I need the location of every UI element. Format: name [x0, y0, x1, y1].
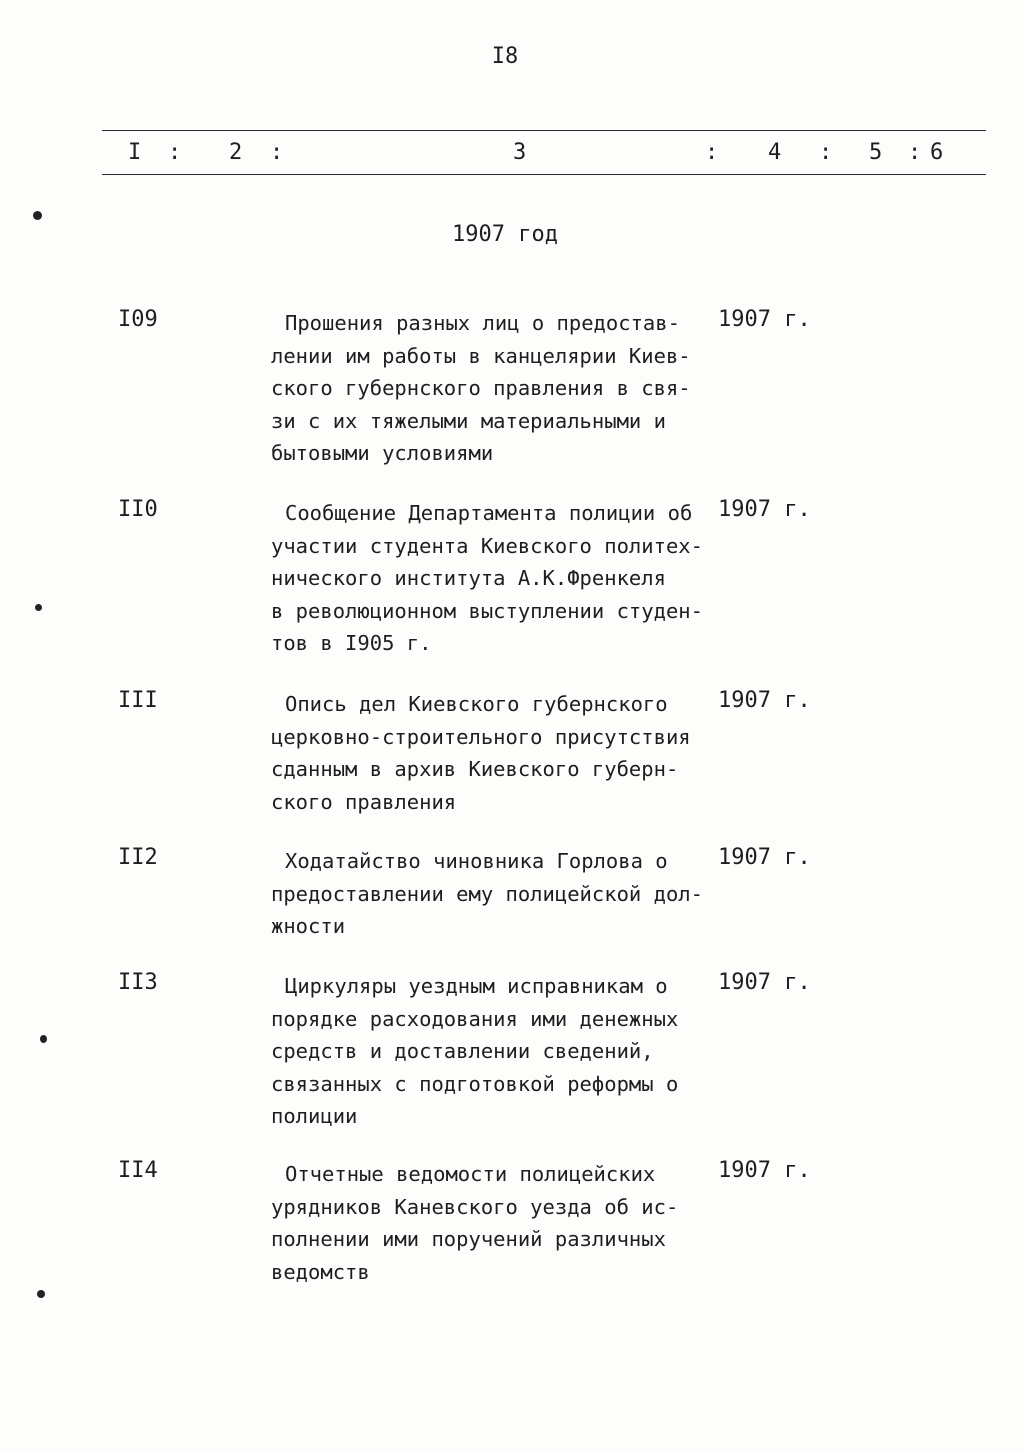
entry-line: тов в I905 г. [271, 631, 432, 655]
column-header-2: 2 [229, 140, 243, 165]
entry-description [271, 497, 715, 660]
entry-line: участии студента Киевского политех- [271, 533, 703, 558]
entry-description [271, 970, 715, 1133]
entry-description [271, 1158, 715, 1288]
entry-line: жности [271, 914, 346, 938]
entry-number: II0 [118, 497, 158, 522]
entry-line: полиции [271, 1104, 358, 1128]
entry-description [271, 845, 715, 943]
entry-number: II2 [118, 845, 158, 870]
entry-line: ского губернского правления в свя- [271, 376, 691, 400]
entry-date: 1907 г. [718, 307, 811, 332]
entry-line: Циркуляры уездным исправникам о [285, 974, 668, 998]
entry-number: II4 [118, 1158, 158, 1183]
table-header-rule-bottom [102, 174, 986, 175]
entry-line: зи с их тяжелыми материальными и [271, 408, 666, 433]
column-separator: : [819, 140, 833, 165]
column-header-5: 5 [869, 140, 883, 165]
punch-hole [35, 604, 42, 611]
entry-description [271, 307, 715, 470]
entry-line: Ходатайство чиновника Горлова о [285, 849, 668, 873]
entry-line: средств и доставлении сведений, [271, 1039, 654, 1063]
entry-line: урядников Каневского уезда об ис- [271, 1194, 679, 1219]
entry-date: 1907 г. [718, 688, 811, 713]
entry-date: 1907 г. [718, 497, 811, 522]
entry-number: II3 [118, 970, 158, 995]
entry-line: Прошения разных лиц о предостав- [285, 311, 680, 335]
entry-number: III [118, 688, 158, 713]
entry-line: в революционном выступлении студен- [271, 598, 703, 623]
table-header-rule-top [102, 130, 986, 131]
column-separator: : [908, 140, 922, 165]
column-separator: : [270, 140, 284, 165]
section-title: 1907 год [452, 222, 558, 247]
entry-line: связанных с подготовкой реформы о [271, 1071, 679, 1096]
entry-number: I09 [118, 307, 158, 332]
column-header-4: 4 [768, 140, 782, 165]
column-separator: : [705, 140, 719, 165]
entry-line: лении им работы в канцелярии Киев- [271, 343, 691, 368]
entry-line: ского правления [271, 789, 457, 814]
entry-line: предоставлении ему полицейской дол- [271, 881, 703, 906]
column-separator: : [168, 140, 182, 165]
entry-line: ведомств [271, 1259, 370, 1284]
entry-line: сданным в архив Киевского губерн- [271, 757, 679, 781]
entry-line: порядке расходования ими денежных [271, 1006, 679, 1031]
entry-line: бытовыми условиями [271, 441, 494, 465]
entry-description [271, 688, 715, 818]
entry-date: 1907 г. [718, 970, 811, 995]
entry-line: полнении ими поручений различных [271, 1227, 666, 1251]
column-header-6: 6 [930, 140, 944, 165]
entry-line: Отчетные ведомости полицейских [285, 1162, 656, 1186]
punch-hole [37, 1290, 45, 1298]
entry-date: 1907 г. [718, 845, 811, 870]
entry-line: Сообщение Департамента полиции об [285, 501, 693, 525]
punch-hole [40, 1035, 47, 1043]
entry-line: Опись дел Киевского губернского [285, 692, 668, 716]
entry-line: нического института А.К.Френкеля [271, 566, 666, 590]
column-header-3: 3 [513, 140, 527, 165]
entry-line: церковно-строительного присутствия [271, 724, 691, 749]
column-header-1: I [128, 140, 142, 165]
entry-date: 1907 г. [718, 1158, 811, 1183]
page-number: I8 [491, 44, 519, 69]
punch-hole [33, 211, 42, 220]
